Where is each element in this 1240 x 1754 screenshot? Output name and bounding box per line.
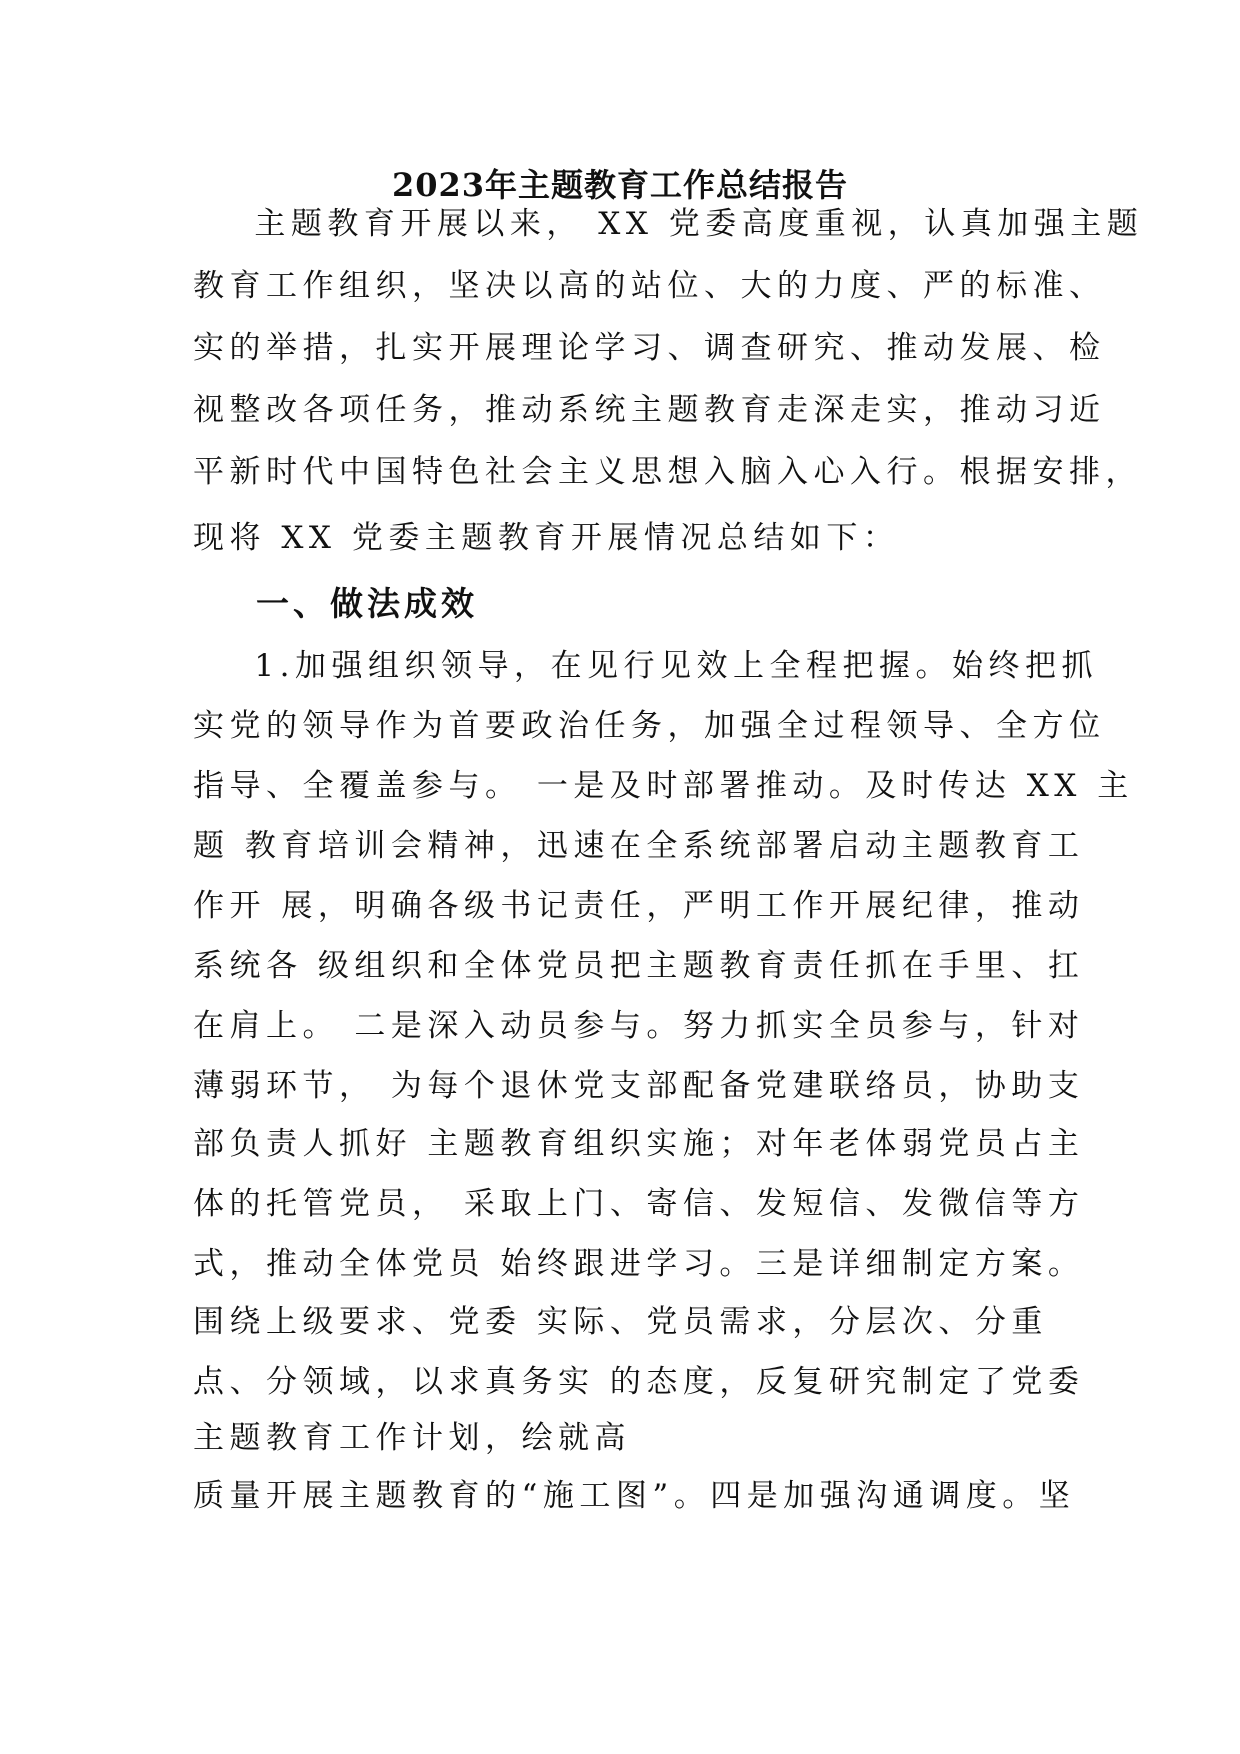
body-line: 质量开展主题教育的“施工图”。四是加强沟通调度。坚 — [193, 1478, 1076, 1514]
body-line: 1.加强组织领导，在见行见效上全程把握。始终把抓 — [193, 648, 1098, 684]
body-line: 点、分领域，以求真务实 的态度，反复研究制定了党委 — [193, 1364, 1085, 1400]
body-line: 题 教育培训会精神，迅速在全系统部署启动主题教育工 — [193, 828, 1085, 864]
document-title: 2023年主题教育工作总结报告 — [391, 166, 849, 204]
body-line: 薄弱环节， 为每个退休党支部配备党建联络员，协助支 — [193, 1068, 1085, 1104]
intro-line: 视整改各项任务，推动系统主题教育走深走实，推动习近 — [193, 392, 1106, 428]
body-line: 围绕上级要求、党委 实际、党员需求，分层次、分重 — [193, 1304, 1048, 1340]
body-line: 式，推动全体党员 始终跟进学习。三是详细制定方案。 — [193, 1246, 1085, 1282]
body-line: 体的托管党员， 采取上门、寄信、发短信、发微信等方 — [193, 1186, 1085, 1222]
intro-line: 平新时代中国特色社会主义思想入脑入心入行。根据安排， — [193, 454, 1142, 490]
body-line: 部负责人抓好 主题教育组织实施；对年老体弱党员占主 — [193, 1126, 1085, 1162]
body-line: 作开 展，明确各级书记责任，严明工作开展纪律，推动 — [193, 888, 1085, 924]
body-line: 主题教育工作计划，绘就高 — [193, 1420, 631, 1456]
body-line: 指导、全覆盖参与。 一是及时部署推动。及时传达 XX 主 — [193, 768, 1134, 804]
body-line: 实党的领导作为首要政治任务，加强全过程领导、全方位 — [193, 708, 1106, 744]
body-line: 在肩上。 二是深入动员参与。努力抓实全员参与，针对 — [193, 1008, 1085, 1044]
section-heading: 一、做法成效 — [256, 584, 478, 623]
intro-line: 教育工作组织，坚决以高的站位、大的力度、严的标准、 — [193, 268, 1106, 304]
intro-line: 现将 XX 党委主题教育开展情况总结如下： — [193, 520, 900, 556]
body-line: 系统各 级组织和全体党员把主题教育责任抓在手里、扛 — [193, 948, 1085, 984]
intro-line: 实的举措，扎实开展理论学习、调查研究、推动发展、检 — [193, 330, 1106, 366]
intro-line: 主题教育开展以来， XX 党委高度重视，认真加强主题 — [193, 206, 1144, 242]
